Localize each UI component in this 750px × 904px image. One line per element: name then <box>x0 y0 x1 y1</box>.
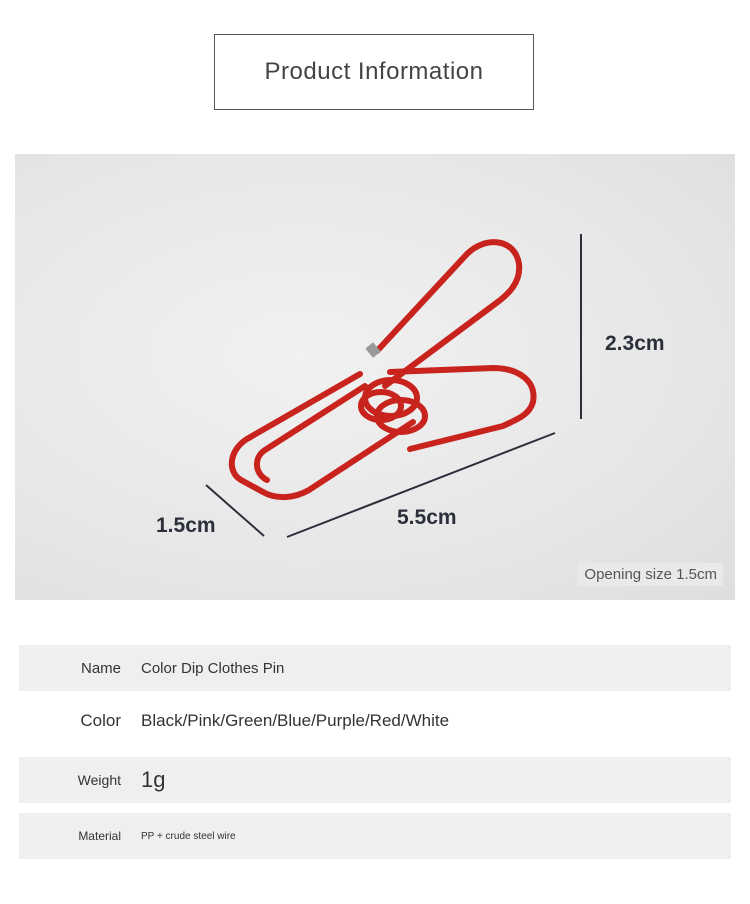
product-photo <box>15 154 735 600</box>
spec-value: 1g <box>141 767 166 792</box>
height-label: 2.3cm <box>605 332 665 355</box>
spec-label: Material <box>78 829 121 843</box>
clothes-pin-illustration <box>15 154 735 600</box>
spec-row-name <box>19 645 731 691</box>
spec-label: Weight <box>77 772 121 788</box>
spec-row-material <box>19 813 731 859</box>
opening-size-note: Opening size 1.5cm <box>578 563 723 586</box>
width-label: 1.5cm <box>156 514 216 537</box>
spec-label: Color <box>80 711 121 730</box>
spec-row-weight <box>19 757 731 803</box>
length-label: 5.5cm <box>397 506 457 529</box>
spec-value: Black/Pink/Green/Blue/Purple/Red/White <box>141 711 450 730</box>
spec-value: Color Dip Clothes Pin <box>141 659 285 677</box>
spec-value: PP + crude steel wire <box>141 830 236 842</box>
wire-end <box>365 342 380 358</box>
spec-row-color <box>19 698 731 744</box>
page-title: Product Information <box>214 34 534 110</box>
spec-label: Name <box>80 659 121 677</box>
